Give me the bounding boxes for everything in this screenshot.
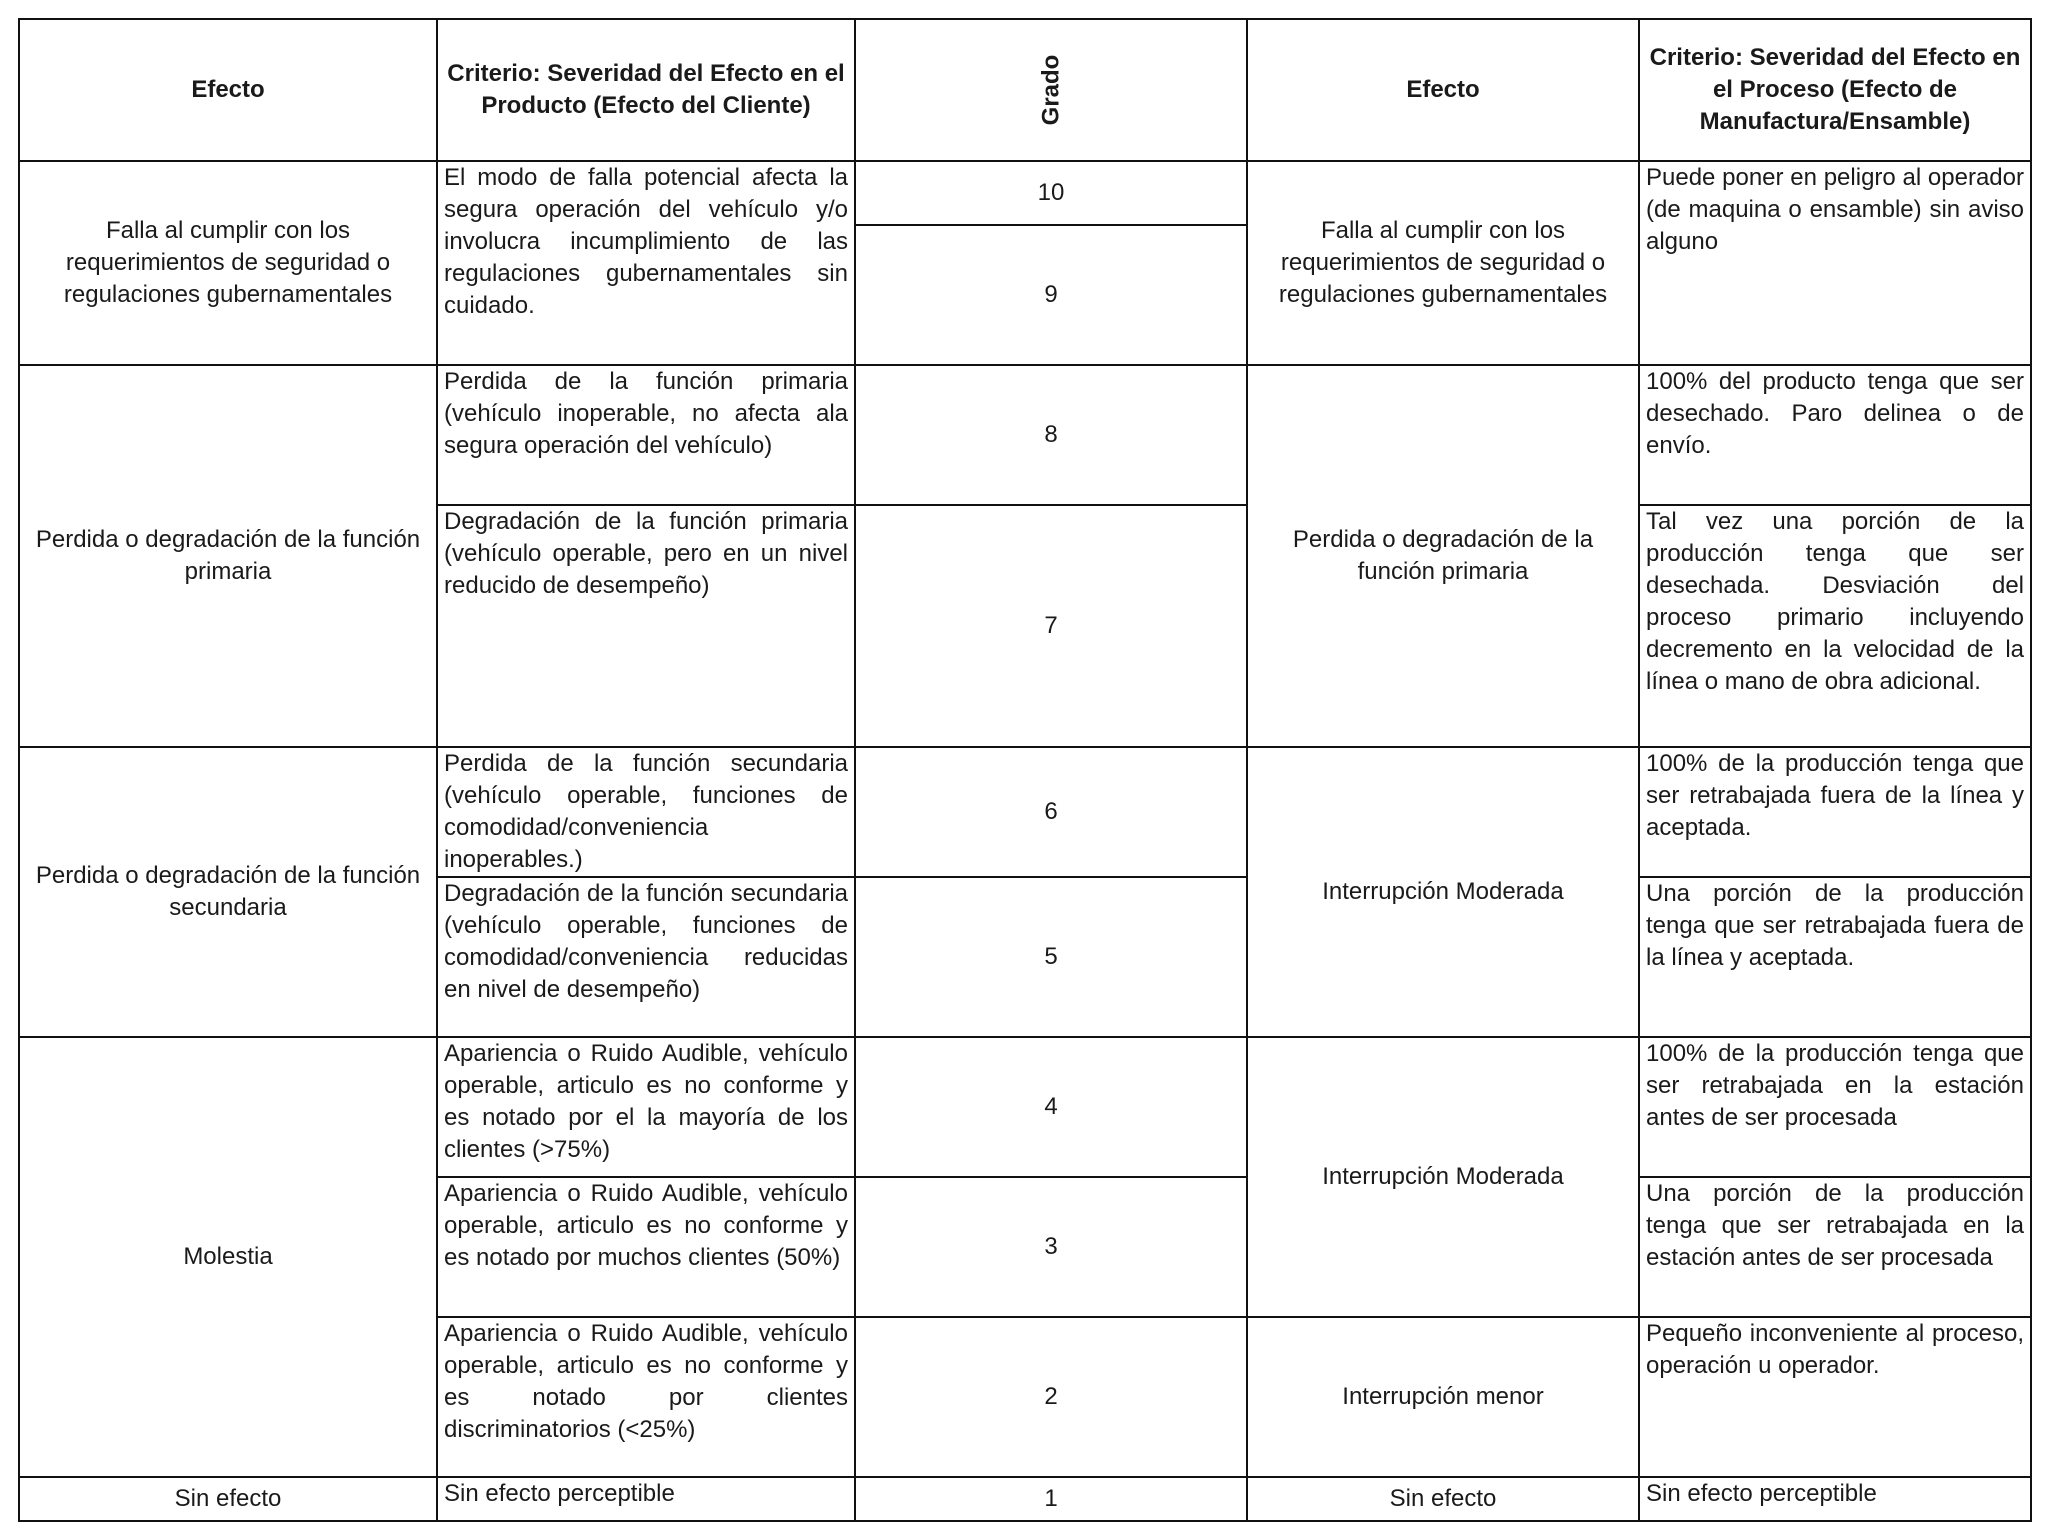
criterio-proceso-cell: Una porción de la producción tenga que ser retrabajada fuera de la línea y aceptada. <box>1639 877 2031 1037</box>
efecto-proceso-cell: Interrupción Moderada <box>1247 747 1639 1037</box>
efecto-proceso-cell: Interrupción Moderada <box>1247 1037 1639 1317</box>
severity-table <box>18 18 2030 1518</box>
efecto-cliente-cell: Falla al cumplir con los requerimientos de seguridad o regulaciones gubernamentales <box>19 161 437 365</box>
grado-cell: 10 <box>855 161 1247 225</box>
header-grado <box>855 19 1247 161</box>
criterio-producto-cell: Degradación de la función primaria (vehículo operable, pero en un nivel reducido de desempeño) <box>437 505 855 747</box>
efecto-cliente-cell: Molestia <box>19 1037 437 1477</box>
criterio-proceso-cell: Una porción de la producción tenga que ser retrabajada en la estación antes de ser procesada <box>1639 1177 2031 1317</box>
criterio-producto-cell: Sin efecto perceptible <box>437 1477 855 1521</box>
efecto-proceso-cell: Interrupción menor <box>1247 1317 1639 1477</box>
criterio-producto-cell: El modo de falla potencial afecta la segura operación del vehículo y/o involucra incumplimiento de las regulaciones gubernamentales sin cuidado. <box>437 161 855 365</box>
efecto-proceso-cell: Sin efecto <box>1247 1477 1639 1521</box>
table-row <box>19 365 2031 505</box>
grado-cell: 7 <box>855 505 1247 747</box>
criterio-producto-cell: Apariencia o Ruido Audible, vehículo operable, articulo es no conforme y es notado por el la mayoría de los clientes (>75%) <box>437 1037 855 1177</box>
grado-cell: 4 <box>855 1037 1247 1177</box>
table-row <box>19 1037 2031 1177</box>
table-row <box>19 747 2031 877</box>
criterio-proceso-cell: 100% de la producción tenga que ser retrabajada fuera de la línea y aceptada. <box>1639 747 2031 877</box>
criterio-proceso-cell: Puede poner en peligro al operador (de maquina o ensamble) sin aviso alguno <box>1639 161 2031 365</box>
grado-cell: 2 <box>855 1317 1247 1477</box>
criterio-producto-cell: Apariencia o Ruido Audible, vehículo operable, articulo es no conforme y es notado por clientes discriminatorios (<25%) <box>437 1317 855 1477</box>
header-grado-label: Grado <box>1037 54 1064 126</box>
criterio-proceso-cell: 100% del producto tenga que ser desechado. Paro delinea o de envío. <box>1639 365 2031 505</box>
efecto-cliente-cell: Perdida o degradación de la función primaria <box>19 365 437 747</box>
header-criterio-producto: Criterio: Severidad del Efecto en el Producto (Efecto del Cliente) <box>437 19 855 161</box>
criterio-producto-cell: Perdida de la función secundaria (vehículo operable, funciones de comodidad/conveniencia inoperables.) <box>437 747 855 877</box>
header-efecto-cliente: Efecto <box>19 19 437 161</box>
efecto-cliente-cell: Perdida o degradación de la función secundaria <box>19 747 437 1037</box>
header-row <box>19 19 2031 161</box>
criterio-proceso-cell: Tal vez una porción de la producción tenga que ser desechada. Desviación del proceso primario incluyendo decremento en la velocidad de la línea o mano de obra adicional. <box>1639 505 2031 747</box>
severity-grid <box>18 18 2032 1522</box>
header-criterio-proceso: Criterio: Severidad del Efecto en el Proceso (Efecto de Manufactura/Ensamble) <box>1639 19 2031 161</box>
table-row <box>19 161 2031 225</box>
criterio-producto-cell: Perdida de la función primaria (vehículo inoperable, no afecta ala segura operación del vehículo) <box>437 365 855 505</box>
efecto-proceso-cell: Falla al cumplir con los requerimientos de seguridad o regulaciones gubernamentales <box>1247 161 1639 365</box>
grado-cell: 6 <box>855 747 1247 877</box>
table-row <box>19 1477 2031 1521</box>
grado-cell: 8 <box>855 365 1247 505</box>
criterio-proceso-cell: Sin efecto perceptible <box>1639 1477 2031 1521</box>
criterio-proceso-cell: 100% de la producción tenga que ser retrabajada en la estación antes de ser procesada <box>1639 1037 2031 1177</box>
criterio-producto-cell: Apariencia o Ruido Audible, vehículo operable, articulo es no conforme y es notado por muchos clientes (50%) <box>437 1177 855 1317</box>
grado-cell: 3 <box>855 1177 1247 1317</box>
criterio-producto-cell: Degradación de la función secundaria (vehículo operable, funciones de comodidad/conveniencia reducidas en nivel de desempeño) <box>437 877 855 1037</box>
efecto-proceso-cell: Perdida o degradación de la función primaria <box>1247 365 1639 747</box>
grado-cell: 5 <box>855 877 1247 1037</box>
grado-cell: 1 <box>855 1477 1247 1521</box>
header-efecto-proceso: Efecto <box>1247 19 1639 161</box>
grado-cell: 9 <box>855 225 1247 365</box>
efecto-cliente-cell: Sin efecto <box>19 1477 437 1521</box>
criterio-proceso-cell: Pequeño inconveniente al proceso, operación u operador. <box>1639 1317 2031 1477</box>
